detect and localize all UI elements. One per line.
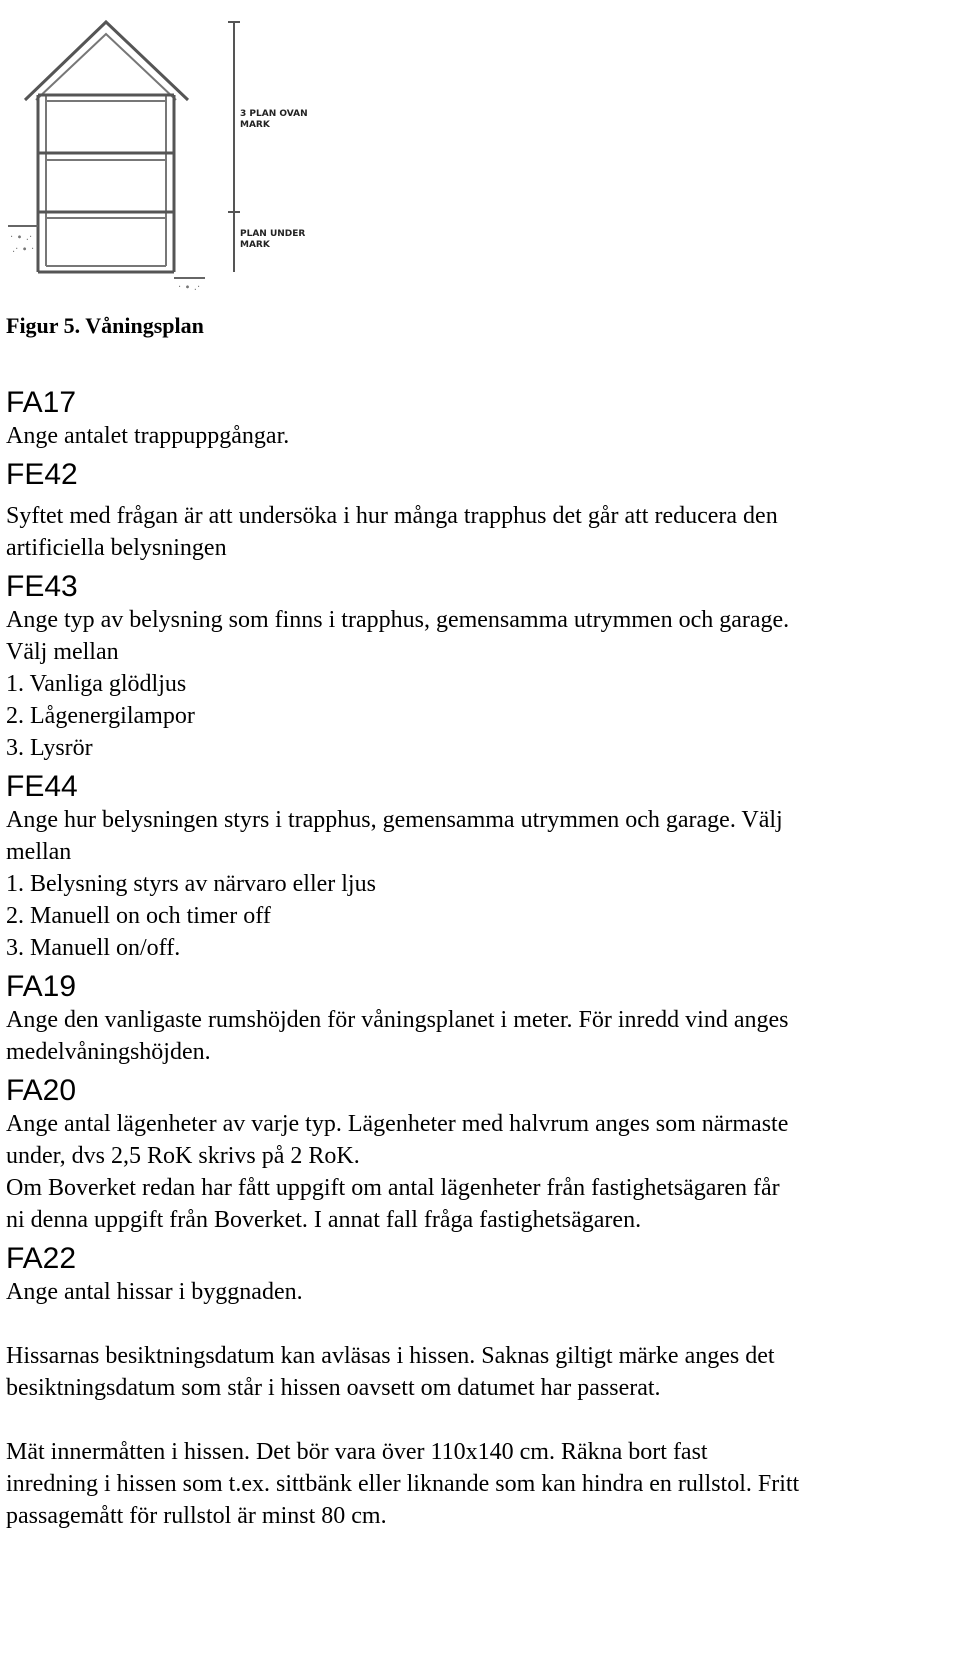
list-item: 2. Manuell on och timer off [6,903,271,929]
section-text: artificiella belysningen [6,535,227,561]
section-heading: FE43 [6,570,78,603]
section-text: Välj mellan [6,639,119,665]
list-item: 3. Manuell on/off. [6,935,181,961]
section-text: Ange typ av belysning som finns i trapphus, gemensamma utrymmen och garage. [6,607,790,633]
section-fa20 [6,1074,956,1236]
section-heading: FA20 [6,1074,77,1107]
section-fa19 [6,970,956,1068]
svg-text:· ∙ .·: · ∙ .· [10,232,33,243]
section-fe44 [6,770,956,964]
section-text: Ange antal hissar i byggnaden. [6,1279,303,1305]
svg-text:.· ∙ ·: .· ∙ · [12,244,35,255]
section-text: medelvåningshöjden. [6,1039,211,1065]
section-text: Syftet med frågan är att undersöka i hur många trapphus det går att reducera den [6,503,778,529]
list-item: 1. Vanliga glödljus [6,671,187,697]
section-fe43 [6,570,956,764]
section-text: Hissarnas besiktningsdatum kan avläsas i hissen. Saknas giltigt märke anges det [6,1343,775,1369]
label-below-line2: MARK [240,240,270,250]
section-heading: FE44 [6,770,78,803]
label-below-line1: PLAN UNDER [240,229,306,239]
floor-plan-figure [0,0,340,300]
section-heading: FE42 [6,458,78,491]
section-text: mellan [6,839,72,865]
section-heading: FA22 [6,1242,77,1275]
label-above-line2: MARK [240,120,270,130]
document-body [6,386,956,1532]
figure-caption: Figur 5. Våningsplan [6,313,204,338]
list-item: 2. Lågenergilampor [6,703,195,729]
list-item: 1. Belysning styrs av närvaro eller ljus [6,871,376,897]
section-fa22 [6,1242,956,1532]
section-heading: FA17 [6,386,77,419]
section-text: Ange antalet trappuppgångar. [6,423,290,449]
section-text: under, dvs 2,5 RoK skrivs på 2 RoK. [6,1143,360,1169]
section-fe42 [6,458,956,564]
option-list [6,668,956,764]
label-above-line1: 3 PLAN OVAN [240,109,308,119]
section-text: Ange den vanligaste rumshöjden för våningsplanet i meter. För inredd vind anges [6,1007,789,1033]
section-text: inredning i hissen som t.ex. sittbänk eller liknande som kan hindra en rullstol. Fritt [6,1471,800,1497]
section-fa17 [6,386,956,452]
section-text: besiktningsdatum som står i hissen oavsett om datumet har passerat. [6,1375,661,1401]
section-text: passagemått för rullstol är minst 80 cm. [6,1503,387,1529]
section-heading: FA19 [6,970,77,1003]
list-item: 3. Lysrör [6,735,93,761]
svg-text:· ∙ .·: · ∙ .· [178,282,201,293]
section-text: ni denna uppgift från Boverket. I annat fall fråga fastighetsägaren. [6,1207,642,1233]
building-section-drawing [0,0,340,300]
section-text: Om Boverket redan har fått uppgift om antal lägenheter från fastighetsägaren får [6,1175,780,1201]
option-list [6,868,956,964]
section-text: Mät innermåtten i hissen. Det bör vara över 110x140 cm. Räkna bort fast [6,1439,708,1465]
section-text: Ange antal lägenheter av varje typ. Lägenheter med halvrum anges som närmaste [6,1111,789,1137]
section-text: Ange hur belysningen styrs i trapphus, gemensamma utrymmen och garage. Välj [6,807,783,833]
